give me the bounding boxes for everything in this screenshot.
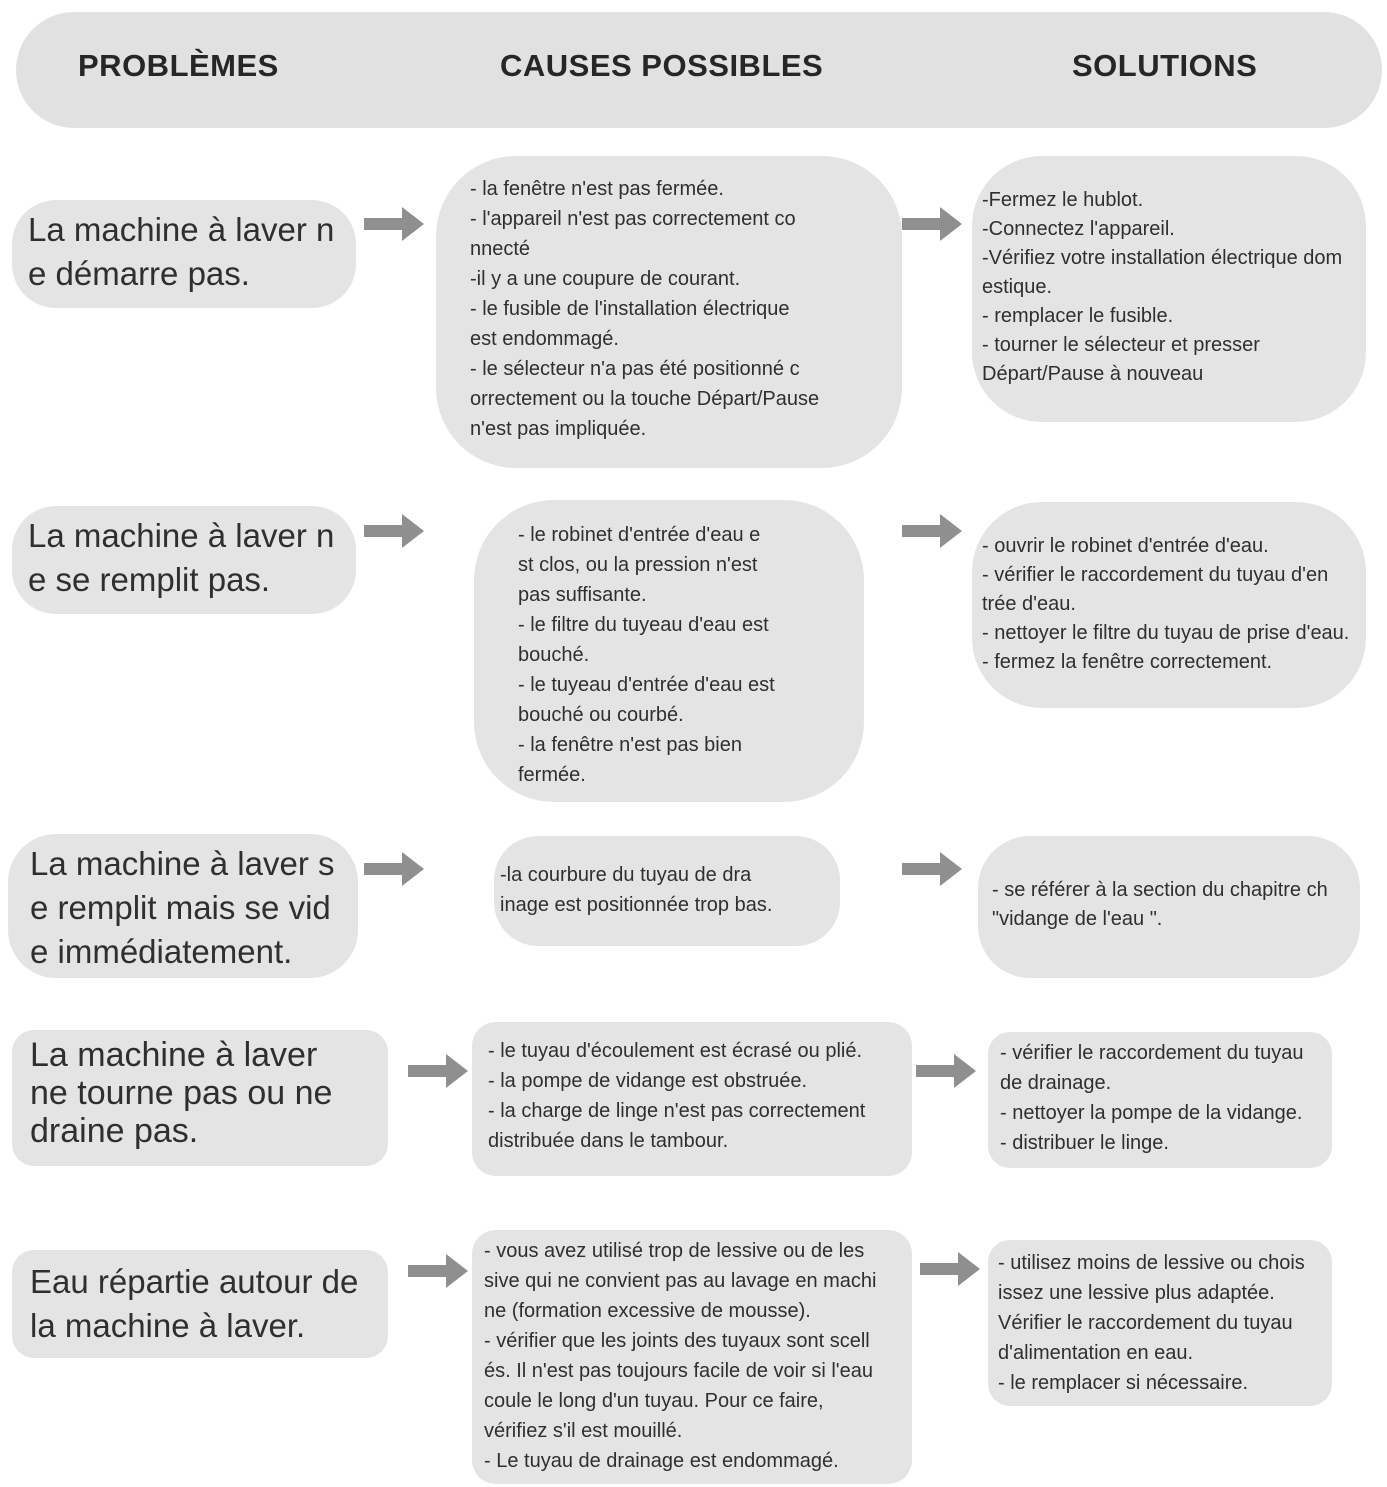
right-arrow-icon xyxy=(408,1052,468,1090)
header-causes: CAUSES POSSIBLES xyxy=(500,48,824,83)
solutions-3: - se référer à la section du chapitre ch "vidange de l'eau ". xyxy=(978,836,1360,978)
problem-2: La machine à laver n e se remplit pas. xyxy=(12,506,356,614)
solutions-1: -Fermez le hublot. -Connectez l'appareil. -Vérifiez votre installation électrique dom estique. - remplacer le fusible. - tourner le sélecteur et presser Départ/Pause à nouveau xyxy=(972,156,1366,422)
right-arrow-icon xyxy=(916,1052,976,1090)
right-arrow-icon xyxy=(902,850,962,888)
problem-4: La machine à laver ne tourne pas ou ne draine pas. xyxy=(12,1030,388,1166)
causes-2: - le robinet d'entrée d'eau e st clos, ou la pression n'est pas suffisante. - le filtre du tuyeau d'eau est bouché. - le tuyeau d'entrée d'eau est bouché ou courbé. - la fenêtre n'est pas bien fermée. xyxy=(474,500,864,802)
right-arrow-icon xyxy=(364,512,424,550)
right-arrow-icon xyxy=(902,512,962,550)
causes-1: - la fenêtre n'est pas fermée. - l'appareil n'est pas correctement co nnecté -il y a une coupure de courant. - le fusible de l'installation électrique est endommagé. - le sélecteur n'a pas été positionné c orrectement ou la touche Départ/Pause n'est pas impliquée. xyxy=(436,156,902,468)
problem-3: La machine à laver s e remplit mais se vid e immédiatement. xyxy=(8,834,358,978)
causes-5: - vous avez utilisé trop de lessive ou de les sive qui ne convient pas au lavage en machi ne (formation excessive de mousse). - vérifier que les joints des tuyaux sont scell és. Il n'est pas toujours facile de voir si l'eau coule le long d'un tuyau. Pour ce faire, vérifiez s'il est mouillé. - Le tuyau de drainage est endommagé. xyxy=(472,1230,912,1484)
right-arrow-icon xyxy=(902,205,962,243)
causes-4: - le tuyau d'écoulement est écrasé ou plié. - la pompe de vidange est obstruée. - la charge de linge n'est pas correctement distribuée dans le tambour. xyxy=(472,1022,912,1176)
causes-3: -la courbure du tuyau de dra inage est positionnée trop bas. xyxy=(494,836,840,946)
right-arrow-icon xyxy=(920,1250,980,1288)
problem-5: Eau répartie autour de la machine à laver. xyxy=(12,1250,388,1358)
right-arrow-icon xyxy=(364,850,424,888)
solutions-4: - vérifier le raccordement du tuyau de drainage. - nettoyer la pompe de la vidange. - distribuer le linge. xyxy=(988,1032,1332,1168)
problem-1: La machine à laver n e démarre pas. xyxy=(12,200,356,308)
header-problems: PROBLÈMES xyxy=(78,48,279,83)
header-solutions: SOLUTIONS xyxy=(1072,48,1258,83)
right-arrow-icon xyxy=(408,1252,468,1290)
solutions-2: - ouvrir le robinet d'entrée d'eau. - vérifier le raccordement du tuyau d'en trée d'eau. - nettoyer le filtre du tuyau de prise d'eau. - fermez la fenêtre correctement. xyxy=(972,502,1366,708)
solutions-5: - utilisez moins de lessive ou chois issez une lessive plus adaptée. Vérifier le raccordement du tuyau d'alimentation en eau. - le remplacer si nécessaire. xyxy=(988,1240,1332,1406)
right-arrow-icon xyxy=(364,205,424,243)
